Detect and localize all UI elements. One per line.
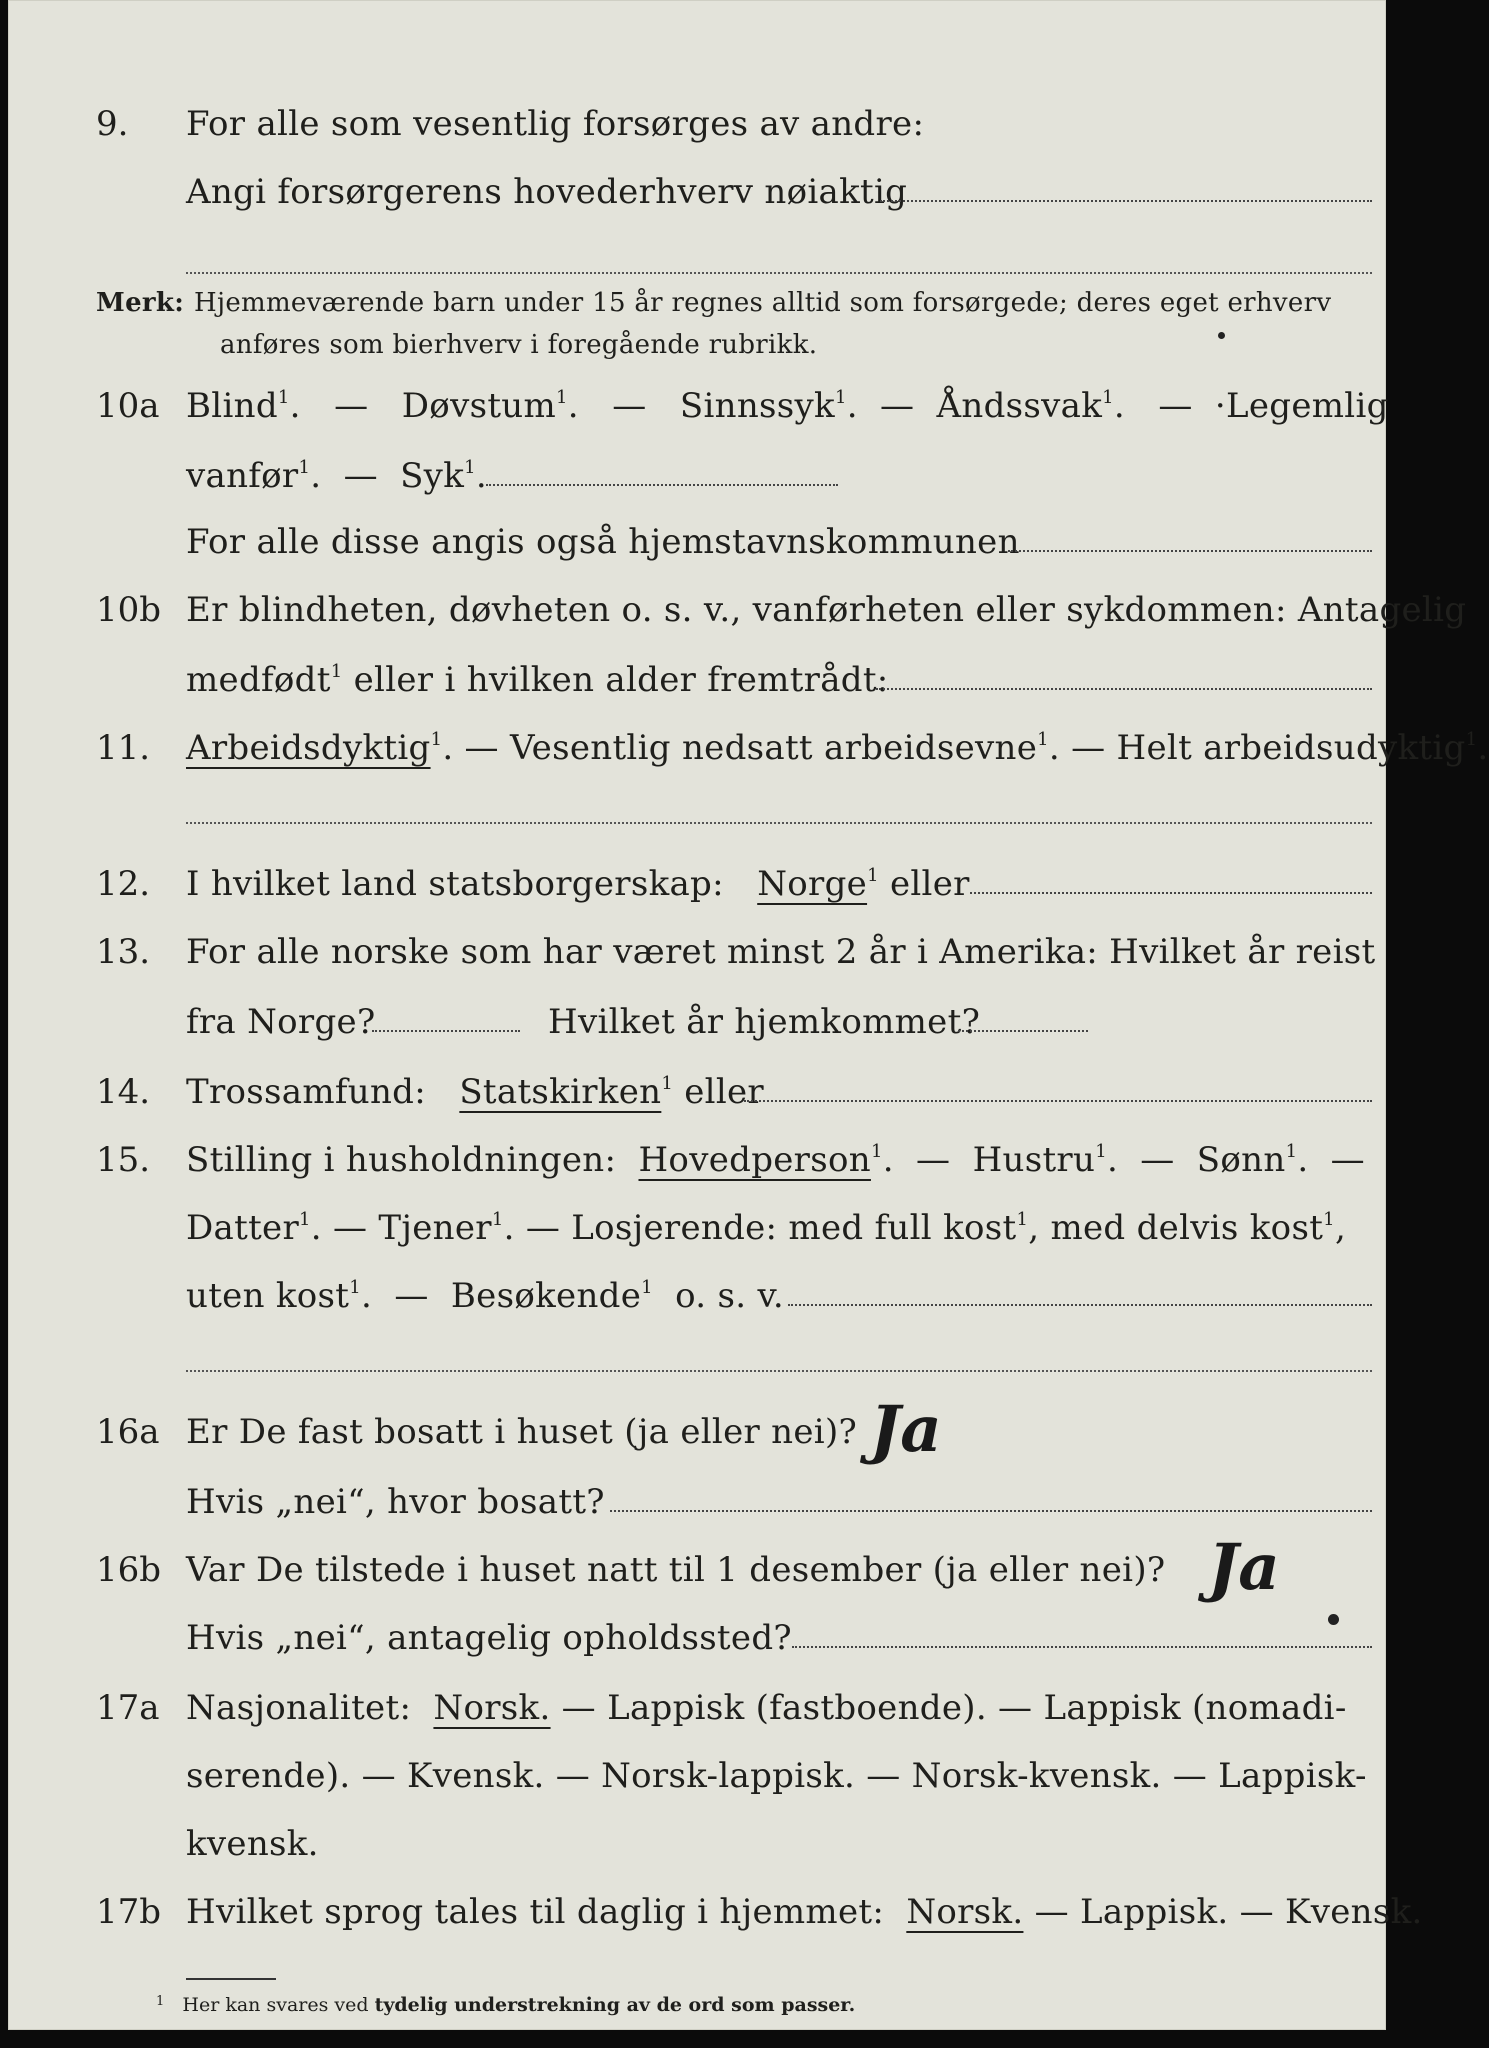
q10b-number: 10b: [96, 590, 162, 630]
option-tjener: Tjener: [378, 1208, 492, 1248]
q17b-line: [186, 1892, 1423, 1932]
q15-line3: uten kost$^1$. — Besøkende$^1$ o. s. v.: [186, 1276, 785, 1316]
option-legemlig: Legemlig: [1225, 386, 1389, 426]
option-uten-kost: uten kost: [186, 1276, 350, 1316]
option-hustru: Hustru: [972, 1140, 1096, 1180]
q11-number: 11.: [96, 728, 151, 768]
q17a-line2: serende). — Kvensk. — Norsk-lappisk. — Norsk-kvensk. — Lappisk-: [186, 1756, 1367, 1796]
q11-answer-line: [186, 822, 1372, 824]
option-hovedperson-selected: Hovedperson: [638, 1140, 871, 1180]
option-dovstum: Døvstum: [401, 386, 557, 426]
merk-label: Merk:: [96, 288, 185, 318]
option-andssvak: Åndssvak: [936, 386, 1103, 426]
q10a-line3: For alle disse angis også hjemstavnskommunen: [186, 522, 1020, 562]
option-statskirken-selected: Statskirken: [459, 1072, 662, 1112]
q13-year-left-line: [372, 1030, 520, 1032]
merk-line2: anføres som bierhverv i foregående rubrikk.: [220, 330, 818, 360]
q16b-handwritten-answer: Ja: [1208, 1530, 1280, 1605]
q9-line1: For alle som vesentlig forsørges av andre:: [186, 104, 925, 144]
option-losjerende: Losjerende: med full kost: [571, 1208, 1017, 1248]
q10a-line1: Blind$^1$. — Døvstum$^1$. — Sinnssyk$^1$. — Åndssvak$^1$. — ·Legemlig: [186, 386, 1389, 426]
q16a-answer-line: [610, 1510, 1372, 1512]
q17a-line3: kvensk.: [186, 1824, 319, 1864]
q17b-number: 17b: [96, 1892, 162, 1932]
merk-line1: Hjemmeværende barn under 15 år regnes alltid som forsørgede; deres eget erhverv: [194, 288, 1332, 318]
census-form-page: [8, 0, 1489, 2030]
q14-answer-line: [744, 1100, 1372, 1102]
q17a-line1-rest: — Lappisk (fastboende). — Lappisk (nomadi-: [561, 1688, 1347, 1728]
q17a-number: 17a: [96, 1688, 160, 1728]
q15-osv: o. s. v.: [675, 1276, 785, 1316]
q17a-line1: [186, 1688, 1347, 1728]
option-besokende: Besøkende: [450, 1276, 642, 1316]
q9-answer-line: [880, 200, 1372, 202]
option-syk: Syk: [400, 456, 465, 496]
q16b-line1: Var De tilstede i huset natt til 1 desember (ja eller nei)?: [186, 1550, 1166, 1590]
q11-line: Arbeidsdyktig$^1$. — Vesentlig nedsatt arbeidsevne$^1$. — Helt arbeidsudyktig$^1$.: [186, 728, 1489, 768]
q10b-line1: Er blindheten, døvheten o. s. v., vanførheten eller sykdommen: Antagelig: [186, 590, 1467, 630]
q10b-line2-text: eller i hvilken alder fremtrådt:: [353, 660, 889, 700]
option-sinnssyk: Sinnssyk: [679, 386, 835, 426]
q14-text: Trossamfund:: [186, 1072, 427, 1112]
q15-answer-line-2: [186, 1370, 1372, 1372]
footnote-mark: 1: [156, 1994, 165, 2009]
footnote-rule: [186, 1978, 276, 1980]
q10a-hjemstavn-line: [1008, 550, 1372, 552]
q14-number: 14.: [96, 1072, 151, 1112]
q10a-line2: vanfør$^1$. — Syk$^1$.: [186, 456, 487, 496]
q15-line2: Datter$^1$. — Tjener$^1$. — Losjerende: med full kost$^1$, med delvis kost$^1$,: [186, 1208, 1347, 1248]
q12-eller: eller: [889, 864, 970, 904]
q10b-line2: medfødt$^1$ eller i hvilken alder fremtrådt:: [186, 660, 889, 700]
footnote-text2: tydelig understrekning av de ord som passer.: [374, 1994, 856, 2016]
q16b-answer-line: [792, 1646, 1372, 1648]
q17b-rest: — Lappisk. — Kvensk.: [1034, 1892, 1423, 1932]
q9-answer-line-2: [186, 272, 1372, 274]
option-vesentlig: Vesentlig nedsatt arbeidsevne: [509, 728, 1038, 768]
q15-text: Stilling i husholdningen:: [186, 1140, 617, 1180]
q16b-number: 16b: [96, 1550, 162, 1590]
q13-number: 13.: [96, 932, 151, 972]
q13-year-return-line: [958, 1030, 1088, 1032]
q15-line1: Stilling i husholdningen: Hovedperson$^1$. — Hustru$^1$. — Sønn$^1$. —: [186, 1140, 1365, 1180]
q10b-answer-line: [876, 688, 1372, 690]
q16b-line2: Hvis „nei“, antagelig opholdssted?: [186, 1618, 792, 1658]
q12-text: I hvilket land statsborgerskap:: [186, 864, 724, 904]
q16a-number: 16a: [96, 1412, 160, 1452]
q14-eller: eller: [684, 1072, 764, 1112]
q15-number: 15.: [96, 1140, 151, 1180]
option-norsk-spoken-selected: Norsk.: [906, 1892, 1024, 1932]
option-datter: Datter: [186, 1208, 300, 1248]
option-norge-selected: Norge: [757, 864, 868, 904]
option-medfodt: medfødt: [186, 660, 331, 700]
footnote-text1: Her kan svares ved: [182, 1994, 369, 2016]
option-helt: Helt arbeidsudyktig: [1116, 728, 1466, 768]
ink-dot: [1328, 1614, 1339, 1625]
q9-line2: Angi forsørgerens hovederhverv nøiaktig: [186, 172, 908, 212]
option-vanfor: vanfør: [186, 456, 299, 496]
q16a-handwritten-answer: Ja: [870, 1392, 942, 1467]
q10a-number: 10a: [96, 386, 160, 426]
q13-line1: For alle norske som har været minst 2 år i Amerika: Hvilket år reist: [186, 932, 1376, 972]
option-delvis-kost: med delvis kost: [1050, 1208, 1324, 1248]
option-arbeidsdyktig-selected: Arbeidsdyktig: [186, 728, 431, 768]
q10a-answer-line: [486, 484, 838, 486]
q14-line: Trossamfund: Statskirken$^1$ eller: [186, 1072, 764, 1112]
q16a-line1: Er De fast bosatt i huset (ja eller nei)?: [186, 1412, 858, 1452]
q12-number: 12.: [96, 864, 151, 904]
q13-fra: fra Norge?: [186, 1002, 376, 1042]
q12-answer-line: [970, 892, 1372, 894]
q17a-label: Nasjonalitet:: [186, 1688, 412, 1728]
q17b-label: Hvilket sprog tales til daglig i hjemmet:: [186, 1892, 885, 1932]
footnote: [156, 1994, 855, 2016]
ink-mark: [1218, 332, 1225, 339]
q12-line: I hvilket land statsborgerskap: Norge$^1$ eller: [186, 864, 970, 904]
q9-number: 9.: [96, 104, 129, 144]
option-blind: Blind: [186, 386, 278, 426]
q15-answer-line: [788, 1304, 1372, 1306]
q16a-line2: Hvis „nei“, hvor bosatt?: [186, 1482, 605, 1522]
option-sonn: Sønn: [1196, 1140, 1286, 1180]
q13-hjem: Hvilket år hjemkommet?: [548, 1002, 981, 1042]
option-norsk-selected: Norsk.: [433, 1688, 551, 1728]
